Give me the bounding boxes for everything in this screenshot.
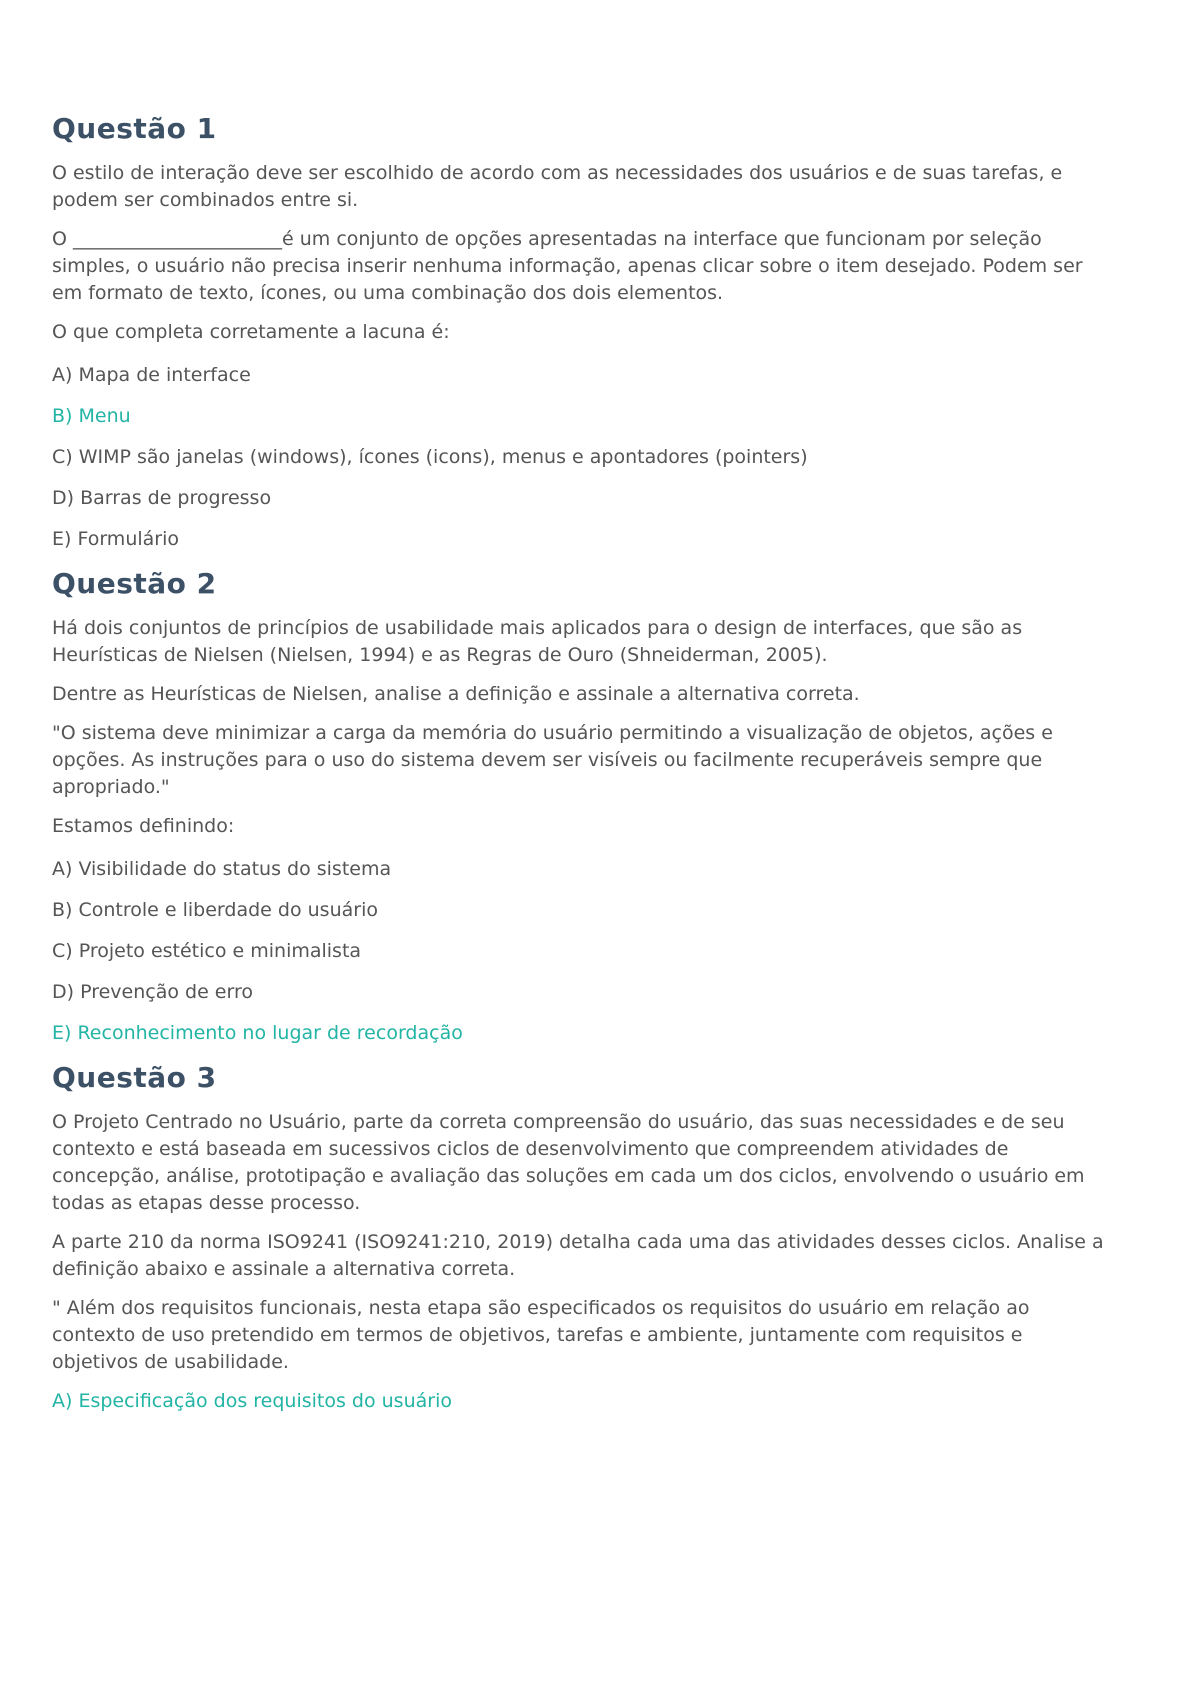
question-1-option-e[interactable]: E) Formulário <box>52 528 179 550</box>
question-3-intro: O Projeto Centrado no Usuário, parte da correta compreensão do usuário, das suas necessidades e de seu contexto e está baseada em sucessivos ciclos de desenvolvimento que compreendem atividades de concepção, análise, prototipação e avaliação das soluções em cada um dos ciclos, envolvendo o usuário em todas as etapas desse processo. <box>52 1111 1085 1214</box>
question-2-option-e-correct[interactable]: E) Reconhecimento no lugar de recordação <box>52 1022 463 1044</box>
question-3-instruction: A parte 210 da norma ISO9241 (ISO9241:210, 2019) detalha cada uma das atividades desses ciclos. Analise a definição abaixo e assinale a alternativa correta. <box>52 1231 1104 1280</box>
question-3-quote: " Além dos requisitos funcionais, nesta etapa são especificados os requisitos do usuário em relação ao contexto de uso pretendido em termos de objetivos, tarefas e ambiente, juntamente com requisitos e objetivos de usabilidade. <box>52 1297 1030 1373</box>
question-3 <box>52 1061 1112 1415</box>
question-1-statement: O ______________________é um conjunto de opções apresentadas na interface que funcionam por seleção simples, o usuário não precisa inserir nenhuma informação, apenas clicar sobre o item desejado. Podem ser em formato de texto, ícones, ou uma combinação dos dois elementos. <box>52 228 1083 304</box>
question-1-intro: O estilo de interação deve ser escolhido de acordo com as necessidades dos usuários e de suas tarefas, e podem ser combinados entre si. <box>52 162 1063 211</box>
question-1-prompt: O que completa corretamente a lacuna é: <box>52 321 450 343</box>
question-2-option-a[interactable]: A) Visibilidade do status do sistema <box>52 858 392 880</box>
document-page <box>52 112 1112 1429</box>
question-2-option-b[interactable]: B) Controle e liberdade do usuário <box>52 899 378 921</box>
question-2-option-d[interactable]: D) Prevenção de erro <box>52 981 253 1003</box>
question-1-option-a[interactable]: A) Mapa de interface <box>52 364 251 386</box>
question-2 <box>52 567 1112 1047</box>
question-1-option-c[interactable]: C) WIMP são janelas (windows), ícones (icons), menus e apontadores (pointers) <box>52 446 808 468</box>
question-2-option-c[interactable]: C) Projeto estético e minimalista <box>52 940 362 962</box>
question-2-quote: "O sistema deve minimizar a carga da memória do usuário permitindo a visualização de objetos, ações e opções. As instruções para o uso do sistema devem ser visíveis ou facilmente recuperáveis sempre que apropriado." <box>52 722 1053 798</box>
question-3-title: Questão 3 <box>52 1061 217 1094</box>
question-1 <box>52 112 1112 553</box>
question-2-prompt: Estamos definindo: <box>52 815 235 837</box>
question-2-title: Questão 2 <box>52 567 217 600</box>
question-1-option-d[interactable]: D) Barras de progresso <box>52 487 272 509</box>
question-3-option-a-correct[interactable]: A) Especificação dos requisitos do usuário <box>52 1390 452 1412</box>
question-2-intro: Há dois conjuntos de princípios de usabilidade mais aplicados para o design de interfaces, que são as Heurísticas de Nielsen (Nielsen, 1994) e as Regras de Ouro (Shneiderman, 2005). <box>52 617 1023 666</box>
question-2-instruction: Dentre as Heurísticas de Nielsen, analise a definição e assinale a alternativa correta. <box>52 683 860 705</box>
question-1-title: Questão 1 <box>52 112 217 145</box>
question-1-option-b-correct[interactable]: B) Menu <box>52 405 131 427</box>
